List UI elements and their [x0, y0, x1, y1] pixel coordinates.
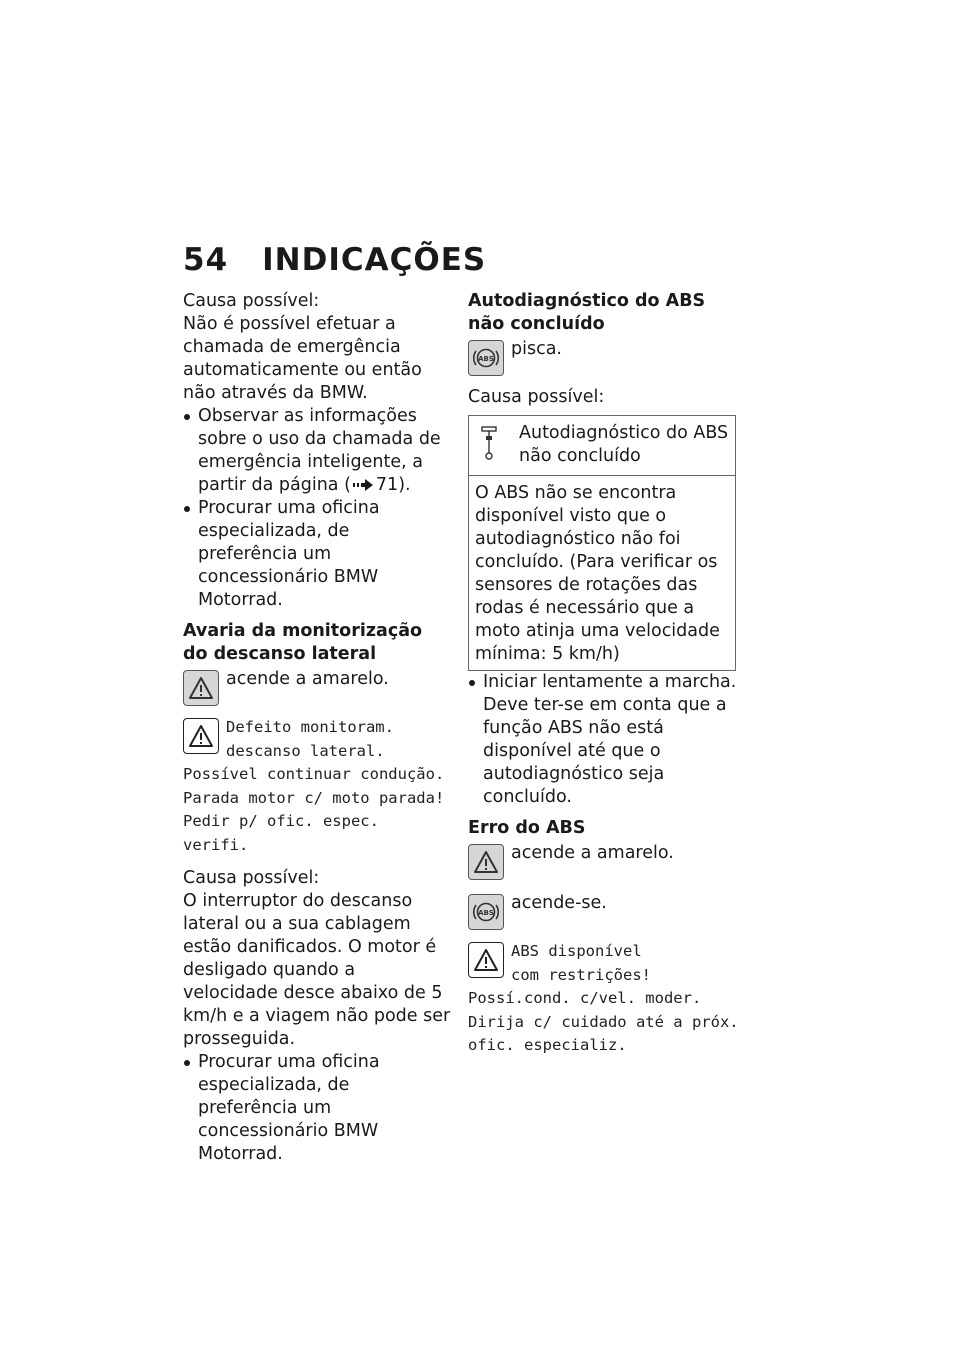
display-line: Possí.cond. c/vel. moder. Dirija c/ cuidado até a próx. ofic. especializ. [468, 989, 739, 1054]
section-title: Erro do ABS [468, 818, 586, 838]
display-message [183, 716, 451, 857]
display-line: ABS disponível [511, 942, 642, 960]
page-number: 54 [183, 242, 229, 278]
section-title: Autodiagnóstico do ABS não concluído [468, 291, 706, 334]
warning-triangle-icon [468, 942, 504, 978]
left-column [183, 290, 451, 1166]
table-body: O ABS não se encontra disponível visto que o autodiagnóstico não foi concluído. (Para verificar os sensores de rotações das rodas é necessário que a moto atinja uma velocidade mínima: 5 km/h) [475, 483, 720, 664]
indicator-row [468, 338, 740, 376]
abs-icon [468, 894, 504, 930]
page-header [183, 240, 486, 280]
cause-label: Causa possível: [468, 387, 605, 407]
indicator-state: acende-se. [511, 893, 607, 913]
cause-label: Causa possível: [183, 291, 320, 311]
display-message [468, 940, 740, 1058]
bullet-item: Procurar uma oficina especializada, de preferência um concessionário BMW Motorrad. [183, 1051, 451, 1166]
warning-triangle-icon [183, 670, 219, 706]
display-line: descanso lateral. [226, 741, 385, 760]
bullet-item: Iniciar lentamente a marcha. Deve ter-se em conta que a função ABS não está disponível até que o autodiagnóstico seja concluído. [468, 671, 740, 809]
page-reference[interactable]: 71 [375, 475, 399, 495]
cause-text: Não é possível efetuar a chamada de emergência automaticamente ou então não através da BMW. [183, 314, 422, 403]
indicator-row [468, 842, 740, 880]
bullet-item: Observar as informações sobre o uso da chamada de emergência inteligente, a partir da página ( 71). [183, 405, 451, 497]
warning-triangle-icon [468, 844, 504, 880]
indicator-state: pisca. [511, 339, 562, 359]
table-title: Autodiagnóstico do ABS não concluído [519, 423, 729, 466]
indicator-state: acende a amarelo. [511, 843, 674, 863]
right-column [468, 290, 740, 1058]
abs-icon [468, 340, 504, 376]
section-title: Avaria da monitorização do descanso lateral [183, 621, 423, 664]
info-table [468, 415, 736, 671]
display-line: com restrições! [511, 965, 651, 984]
display-line: Defeito monitoram. [226, 718, 394, 736]
svg-text:ABS: ABS [478, 355, 494, 363]
cause-text: O interruptor do descanso lateral ou a sua cablagem estão danificados. O motor é desligado quando a velocidade desce abaixo de 5 km/h e a viagem não pode ser prosseguida. [183, 891, 451, 1049]
warning-triangle-icon [183, 718, 219, 754]
svg-text:ABS: ABS [478, 909, 494, 917]
indicator-row [468, 892, 740, 930]
page-title: INDICAÇÕES [262, 242, 487, 278]
bullet-item: Procurar uma oficina especializada, de preferência um concessionário BMW Motorrad. [183, 497, 451, 612]
table-header [469, 416, 735, 476]
display-line: Possível continuar condução. Parada motor c/ moto parada! Pedir p/ ofic. espec. verifi. [183, 765, 445, 854]
indicator-row [183, 668, 451, 706]
side-stand-icon [479, 426, 511, 468]
page-reference-arrow-icon [353, 479, 373, 491]
cause-label: Causa possível: [183, 868, 320, 888]
indicator-state: acende a amarelo. [226, 669, 389, 689]
